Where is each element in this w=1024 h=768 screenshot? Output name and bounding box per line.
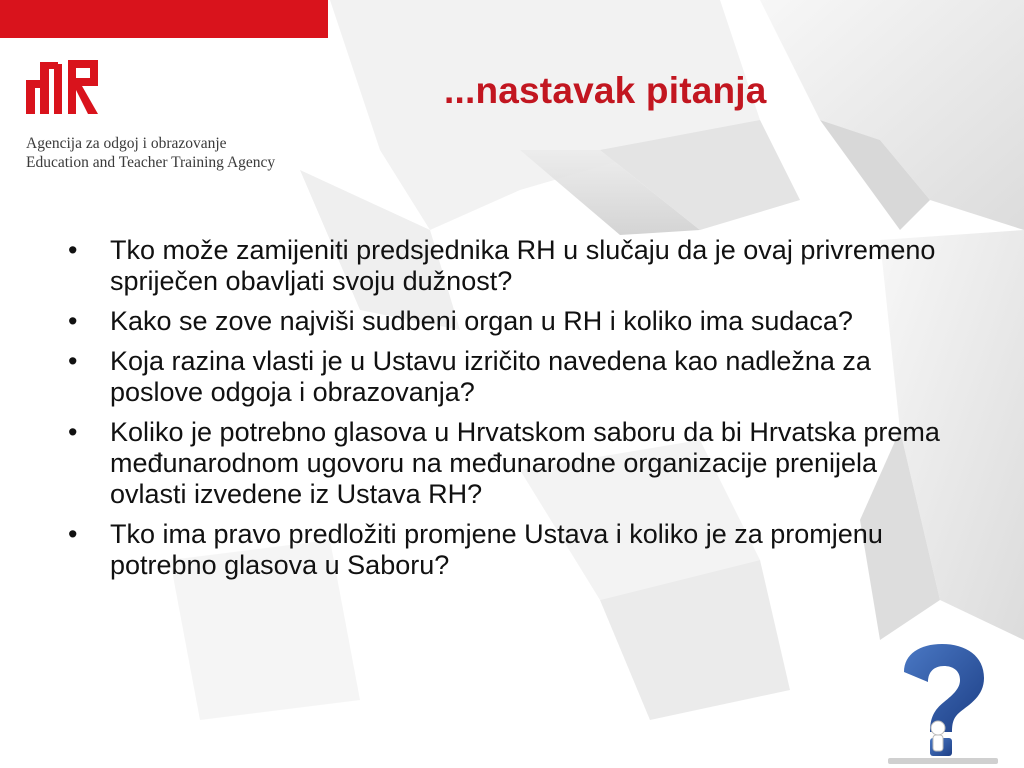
- question-item: [68, 417, 948, 510]
- question-item: [68, 306, 948, 337]
- agency-name-croatian: Agencija za odgoj i obrazovanje: [26, 135, 227, 152]
- question-text: Kako se zove najviši sudbeni organ u RH i koliko ima sudaca?: [110, 306, 853, 336]
- question-item: [68, 235, 948, 297]
- bullet-icon: •: [68, 346, 78, 376]
- slide-title: ...nastavak pitanja: [444, 70, 767, 111]
- agency-name-english: Education and Teacher Training Agency: [26, 154, 276, 171]
- bullet-icon: •: [68, 235, 78, 265]
- question-text: Tko može zamijeniti predsjednika RH u slučaju da je ovaj privremeno spriječen obavljati svoju dužnost?: [110, 235, 936, 296]
- question-item: [68, 519, 948, 581]
- bullet-icon: •: [68, 306, 78, 336]
- bullet-icon: •: [68, 417, 78, 447]
- top-accent-bar: [0, 0, 328, 38]
- bullet-icon: •: [68, 519, 78, 549]
- agency-name-block: [26, 134, 275, 172]
- agency-logo-mark: [26, 60, 100, 116]
- question-list: [68, 235, 948, 590]
- question-mark-figure-icon: [872, 640, 1024, 768]
- question-item: [68, 346, 948, 408]
- question-text: Tko ima pravo predložiti promjene Ustava i koliko je za promjenu potrebno glasova u Saboru?: [110, 519, 883, 580]
- question-text: Koja razina vlasti je u Ustavu izričito navedena kao nadležna za poslove odgoja i obrazovanja?: [110, 346, 871, 407]
- question-text: Koliko je potrebno glasova u Hrvatskom saboru da bi Hrvatska prema međunarodnom ugovoru na međunarodne organizacije prenijela ovlasti izvedene iz Ustava RH?: [110, 417, 940, 509]
